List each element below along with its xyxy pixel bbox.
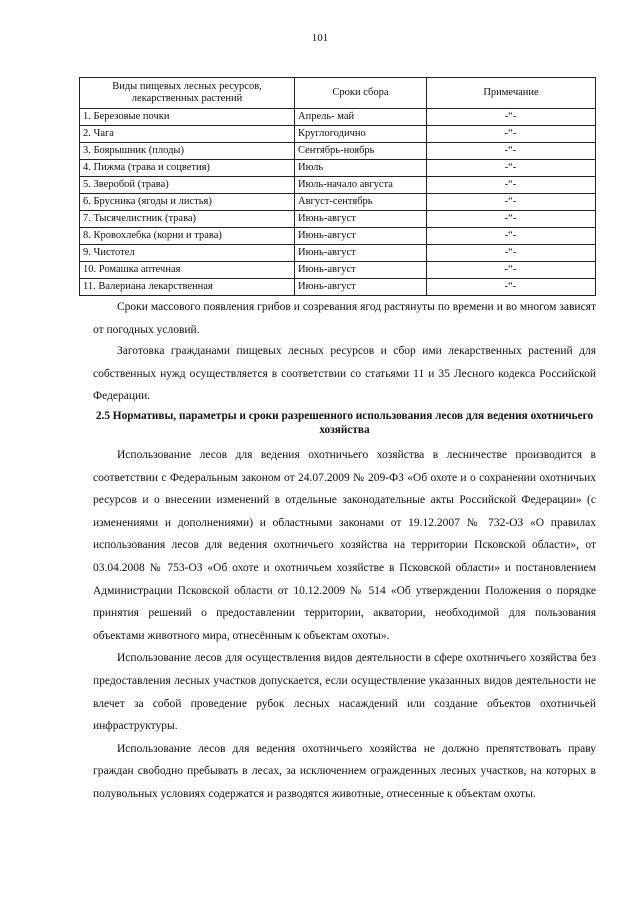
note-cell: -“-	[427, 211, 596, 228]
resource-name-cell: 1. Березовые почки	[80, 109, 295, 126]
resource-name-cell: 7. Тысячелистник (трава)	[80, 211, 295, 228]
collection-period-cell: Сентябрь-ноябрь	[295, 143, 427, 160]
resource-name-cell: 3. Боярышник (плоды)	[80, 143, 295, 160]
note-cell: -“-	[427, 160, 596, 177]
note-cell: -“-	[427, 262, 596, 279]
resource-name-cell: 5. Зверобой (трава)	[80, 177, 295, 194]
table-row	[80, 177, 596, 194]
resource-name-cell: 8. Кровохлебка (корни и трава)	[80, 228, 295, 245]
section-body	[93, 444, 596, 806]
table-row	[80, 160, 596, 177]
collection-period-cell: Август-сентябрь	[295, 194, 427, 211]
table-row	[80, 143, 596, 160]
collection-period-cell: Июль-начало августа	[295, 177, 427, 194]
column-header-resource-type: Виды пищевых лесных ресурсов, лекарственных растений	[80, 78, 295, 109]
collection-period-cell: Апрель- май	[295, 109, 427, 126]
table-row	[80, 109, 596, 126]
note-cell: -“-	[427, 126, 596, 143]
table-row	[80, 194, 596, 211]
paragraph-citizen-harvesting	[93, 340, 596, 408]
resource-name-cell: 2. Чага	[80, 126, 295, 143]
column-header-collection-period: Сроки сбора	[295, 78, 427, 109]
table-row	[80, 211, 596, 228]
resource-name-cell: 10. Ромашка аптечная	[80, 262, 295, 279]
collection-period-cell: Июнь-август	[295, 279, 427, 296]
note-cell: -“-	[427, 228, 596, 245]
table-header-row	[80, 78, 596, 109]
resource-name-cell: 6. Брусника (ягоды и листья)	[80, 194, 295, 211]
body-paragraph: Использование лесов для ведения охотничьего хозяйства в лесничестве производится в соответствии с Федеральным законом от 24.07.2009 № 209-ФЗ «Об охоте и о сохранении охотничьих ресурсов и о внесении изменений в отдельные законодательные акты Российской Федерации» (с изменениями и дополнениями) и областными законами от 19.12.2007 № 732-ОЗ «О правилах использования лесов для ведения охотничьего хозяйства на территории Псковской области», от 03.04.2008 № 753-ОЗ «Об охоте и охотничьем хозяйстве в Псковской области» и постановлением Администрации Псковской области от 10.12.2009 № 514 «Об утверждении Положения о порядке принятия решений о предоставлении территории, акватории, необходимой для пользования объектами животного мира, отнесённым к объектам охоты».	[93, 449, 596, 642]
collection-period-cell: Июль	[295, 160, 427, 177]
collection-period-cell: Июнь-август	[295, 245, 427, 262]
resource-name-cell: 9. Чистотел	[80, 245, 295, 262]
table-row	[80, 228, 596, 245]
resource-name-cell: 11. Валериана лекарственная	[80, 279, 295, 296]
table-row	[80, 245, 596, 262]
collection-period-cell: Июнь-август	[295, 228, 427, 245]
table-row	[80, 279, 596, 296]
note-cell: -“-	[427, 279, 596, 296]
note-cell: -“-	[427, 143, 596, 160]
note-cell: -“-	[427, 245, 596, 262]
note-cell: -“-	[427, 177, 596, 194]
table-row	[80, 126, 596, 143]
body-paragraph: Использование лесов для осуществления видов деятельности в сфере охотничьего хозяйства без предоставления лесных участков допускается, если осуществление указанных видов деятельности не влечет за собой проведение рубок лесных насаждений или создание объектов охотничьей инфраструктуры.	[93, 652, 596, 733]
forest-resources-table	[79, 77, 596, 296]
collection-period-cell: Июнь-август	[295, 262, 427, 279]
table-row	[80, 262, 596, 279]
column-header-note: Примечание	[427, 78, 596, 109]
collection-period-cell: Круглогодично	[295, 126, 427, 143]
resource-name-cell: 4. Пижма (трава и соцветия)	[80, 160, 295, 177]
body-paragraph: Использование лесов для ведения охотничьего хозяйства не должно препятствовать праву граждан свободно пребывать в лесах, за исключением огражденных лесных участков, на которых в полувольных условиях содержатся и разводятся животные, отнесенные к объектам охоты.	[93, 742, 596, 800]
section-heading: 2.5 Нормативы, параметры и сроки разрешенного использования лесов для ведения охотничьего хозяйства	[95, 410, 594, 436]
page-number: 101	[311, 32, 329, 44]
note-cell: -“-	[427, 109, 596, 126]
note-cell: -“-	[427, 194, 596, 211]
collection-period-cell: Июнь-август	[295, 211, 427, 228]
body-paragraph: Сроки массового появления грибов и созревания ягод растянуты по времени и во многом зависят от погодных условий.	[93, 301, 596, 336]
body-paragraph: Заготовка гражданами пищевых лесных ресурсов и сбор ими лекарственных растений для собственных нужд осуществляется в соответствии со статьями 11 и 35 Лесного кодекса Российской Федерации.	[93, 345, 596, 403]
paragraph-mushroom-berry-timing	[93, 296, 596, 341]
